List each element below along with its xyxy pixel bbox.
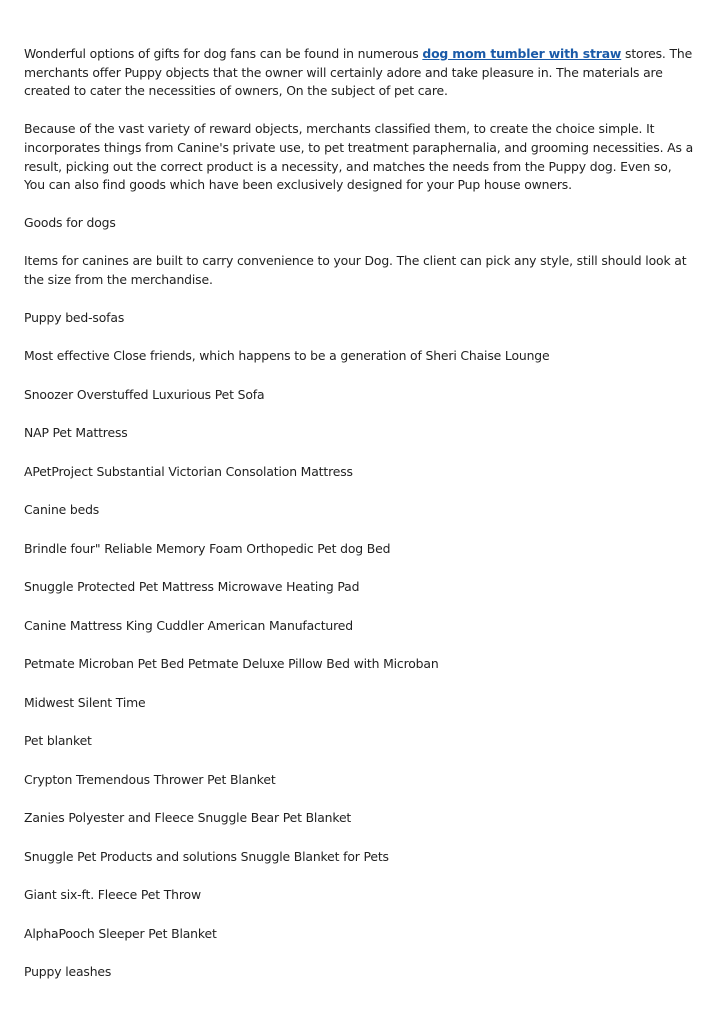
list-item: Midwest Silent Time <box>24 694 146 710</box>
list-item: Puppy leashes <box>24 964 112 980</box>
list-item: Puppy bed-sofas <box>24 309 125 325</box>
list-item: Snuggle Pet Products and solutions Snuggle Blanket for Pets <box>24 848 389 864</box>
list-item: Brindle four" Reliable Memory Foam Orthopedic Pet dog Bed <box>24 540 391 556</box>
variety-paragraph: Because of the vast variety of reward objects, merchants classified them, to create the choice simple. It incorporates things from Canine's private use, to pet treatment paraphernalia, and grooming necessities. As a result, picking out the correct product is a necessity, and matches the needs from the Puppy dog. Even so, You can also find goods which have been exclusively designed for your Pup house owners. <box>24 121 694 193</box>
list-item: APetProject Substantial Victorian Consolation Mattress <box>24 463 353 479</box>
list-item: NAP Pet Mattress <box>24 425 128 441</box>
list-item: Zanies Polyester and Fleece Snuggle Bear Pet Blanket <box>24 810 352 826</box>
list-item: Canine beds <box>24 502 100 518</box>
list-item: Snuggle Protected Pet Mattress Microwave Heating Pad <box>24 579 360 595</box>
list-item: Giant six-ft. Fleece Pet Throw <box>24 887 201 903</box>
list-item: Crypton Tremendous Thrower Pet Blanket <box>24 771 276 787</box>
list-item: Most effective Close friends, which happens to be a generation of Sheri Chaise Lounge <box>24 348 550 364</box>
goods-heading: Goods for dogs <box>24 214 116 230</box>
list-item: Canine Mattress King Cuddler American Manufactured <box>24 617 353 633</box>
items-paragraph: Items for canines are built to carry convenience to your Dog. The client can pick any style, still should look at the size from the merchandise. <box>24 253 687 288</box>
intro-text-before-link: Wonderful options of gifts for dog fans can be found in numerous <box>24 46 423 61</box>
list-item: Petmate Microban Pet Bed Petmate Deluxe Pillow Bed with Microban <box>24 656 439 672</box>
intro-text-after-link: stores. The merchants offer Puppy objects that the owner will certainly adore and take pleasure in. The materials are created to cater the necessities of owners, On the subject of pet care. <box>24 46 693 99</box>
intro-paragraph <box>24 45 696 101</box>
list-item: Snoozer Overstuffed Luxurious Pet Sofa <box>24 386 265 402</box>
list-item: Pet blanket <box>24 733 92 749</box>
list-item: AlphaPooch Sleeper Pet Blanket <box>24 925 217 941</box>
dog-mom-tumbler-link[interactable]: dog mom tumbler with straw <box>422 46 622 61</box>
